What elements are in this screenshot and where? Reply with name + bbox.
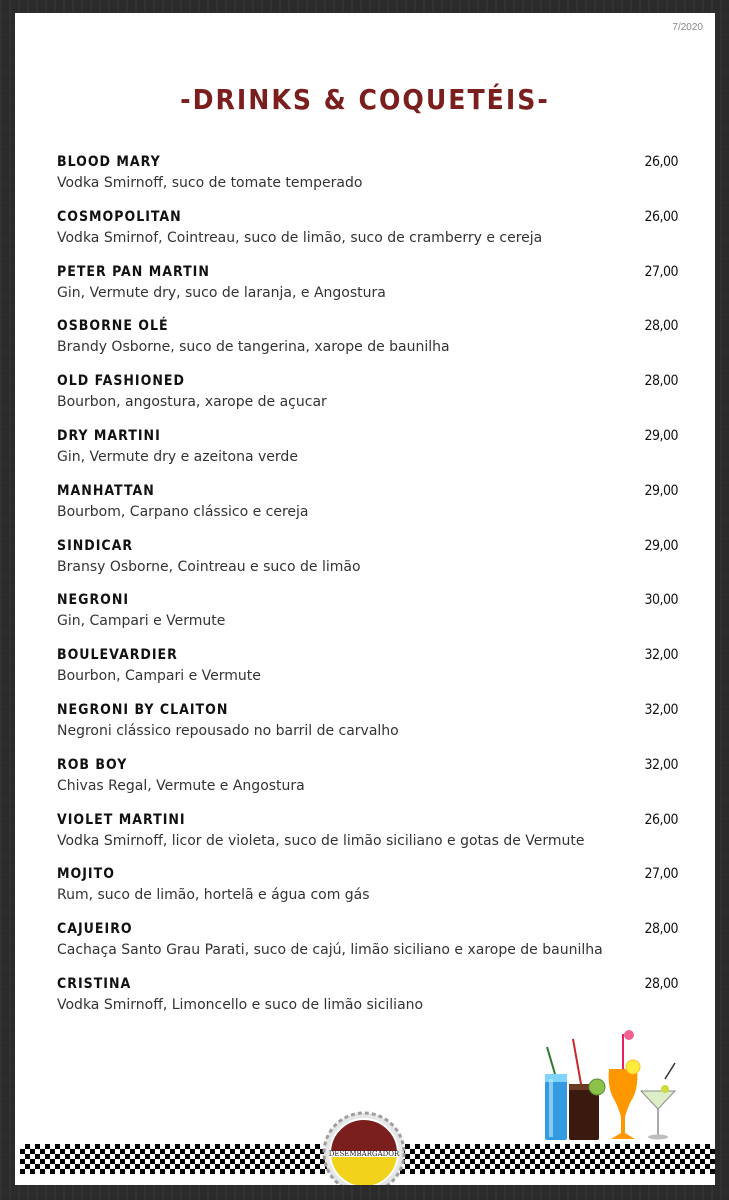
item-description: Bourbon, angostura, xarope de açucar xyxy=(57,394,327,411)
item-name: CRISTINA xyxy=(57,975,132,992)
page-title: -DRINKS & COQUETÉIS- xyxy=(180,83,550,116)
item-name: BLOOD MARY xyxy=(57,154,161,170)
menu-item xyxy=(57,921,678,976)
item-name: MANHATTAN xyxy=(57,482,155,499)
item-name: SINDICAR xyxy=(57,537,134,554)
item-description: Bourbom, Carpano clássico e cereja xyxy=(57,503,309,520)
martini-glass-icon xyxy=(641,1063,675,1140)
item-name: DRY MARTINI xyxy=(57,427,161,444)
logo-bottle-cap xyxy=(322,1111,406,1185)
item-name: ROB BOY xyxy=(57,756,128,773)
item-description: Bransy Osborne, Cointreau e suco de limão xyxy=(57,558,361,575)
item-price: 32,00 xyxy=(644,647,678,664)
item-price: 28,00 xyxy=(644,921,678,938)
orange-glass-icon xyxy=(609,1030,640,1139)
item-name: NEGRONI xyxy=(57,592,130,609)
menu-item xyxy=(57,976,678,1031)
item-description: Gin, Vermute dry, suco de laranja, e Angostura xyxy=(57,284,386,301)
item-name: OSBORNE OLÉ xyxy=(57,318,169,335)
item-description: Gin, Campari e Vermute xyxy=(57,613,226,630)
item-description: Rum, suco de limão, hortelã e água com gás xyxy=(57,887,370,904)
item-price: 29,00 xyxy=(644,537,678,554)
item-description: Bourbon, Campari e Vermute xyxy=(57,668,261,685)
item-description: Cachaça Santo Grau Parati, suco de cajú, limão siciliano e xarope de baunilha xyxy=(57,942,603,959)
cola-glass-icon xyxy=(569,1039,605,1140)
menu-item xyxy=(57,264,678,319)
menu-date: 7/2020 xyxy=(672,22,703,33)
menu-item xyxy=(57,647,678,702)
item-description: Gin, Vermute dry e azeitona verde xyxy=(57,448,298,465)
item-price: 30,00 xyxy=(644,592,678,609)
item-name: NEGRONI BY CLAITON xyxy=(57,701,229,718)
item-name: VIOLET MARTINI xyxy=(57,811,186,828)
menu-item xyxy=(57,373,678,428)
item-name: OLD FASHIONED xyxy=(57,373,185,390)
blue-glass-icon xyxy=(545,1047,567,1140)
item-name: COSMOPOLITAN xyxy=(57,208,182,225)
item-price: 26,00 xyxy=(644,154,678,170)
item-price: 32,00 xyxy=(644,701,678,718)
item-price: 28,00 xyxy=(644,318,678,335)
item-price: 29,00 xyxy=(644,482,678,499)
item-price: 29,00 xyxy=(644,427,678,444)
menu-item xyxy=(57,702,678,757)
item-description: Vodka Smirnoff, Limoncello e suco de limão siciliano xyxy=(57,996,424,1013)
item-price: 27,00 xyxy=(644,866,678,883)
item-description: Vodka Smirnoff, licor de violeta, suco de limão siciliano e gotas de Vermute xyxy=(57,832,585,849)
menu-item xyxy=(57,866,678,921)
item-name: MOJITO xyxy=(57,866,115,883)
item-price: 27,00 xyxy=(644,263,678,280)
item-description: Vodka Smirnoff, suco de tomate temperado xyxy=(57,175,363,191)
logo-text: DESEMBARGADOR xyxy=(328,1150,400,1158)
cocktail-glasses-illustration xyxy=(525,1029,685,1144)
item-description: Negroni clássico repousado no barril de carvalho xyxy=(57,722,399,739)
menu-item xyxy=(57,592,678,647)
item-price: 26,00 xyxy=(644,811,678,828)
menu-item xyxy=(57,538,678,593)
menu-item xyxy=(57,428,678,483)
menu-page xyxy=(15,13,715,1185)
item-price: 28,00 xyxy=(644,373,678,390)
menu-item xyxy=(57,757,678,812)
item-description: Vodka Smirnof, Cointreau, suco de limão, suco de cramberry e cereja xyxy=(57,229,543,246)
item-price: 32,00 xyxy=(644,756,678,773)
menu-item xyxy=(57,812,678,867)
item-price: 28,00 xyxy=(644,975,678,992)
item-name: CAJUEIRO xyxy=(57,921,133,938)
item-description: Brandy Osborne, suco de tangerina, xarope de baunilha xyxy=(57,339,450,356)
item-description: Chivas Regal, Vermute e Angostura xyxy=(57,777,305,794)
item-price: 26,00 xyxy=(644,208,678,225)
menu-item xyxy=(57,318,678,373)
drinks-list xyxy=(57,154,678,1031)
menu-item xyxy=(57,209,678,264)
menu-item xyxy=(57,483,678,538)
menu-item xyxy=(57,154,678,209)
item-name: PETER PAN MARTIN xyxy=(57,263,210,280)
item-name: BOULEVARDIER xyxy=(57,647,178,664)
